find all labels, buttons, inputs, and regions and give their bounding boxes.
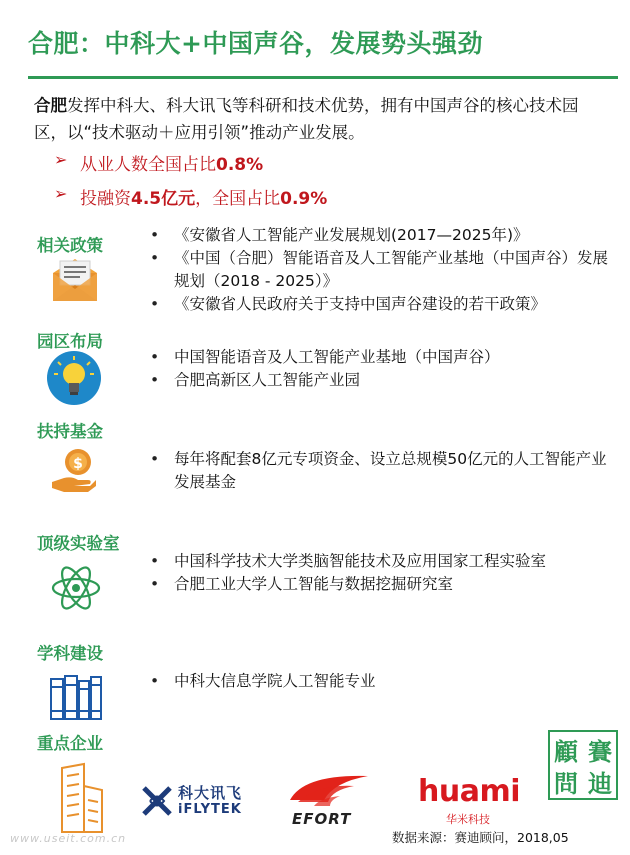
data-source: 数据来源：赛迪顾问，2018,05 xyxy=(392,830,569,845)
efort-logo xyxy=(284,770,374,830)
stat-investment-label: 投融资 xyxy=(80,189,131,209)
lightbulb-icon xyxy=(46,350,102,406)
efort-name: EFORT xyxy=(292,810,352,828)
park-list xyxy=(150,346,612,392)
section-title-lab: 顶级实验室 xyxy=(37,534,120,553)
arrow-bullet-icon: ➢ xyxy=(54,150,68,169)
svg-text:$: $ xyxy=(73,456,83,472)
section-title-discipline: 学科建设 xyxy=(37,644,103,663)
huami-en-name: huami xyxy=(418,774,521,809)
list-item: • 《中国（合肥）智能语音及人工智能产业基地（中国声谷）发展规划（2018 - 2025）》 xyxy=(150,247,612,293)
list-item: • 中国科学技术大学类脑智能技术及应用国家工程实验室 xyxy=(150,550,612,573)
stat-employment-label: 从业人数全国占比 xyxy=(80,155,216,175)
stat-employment xyxy=(54,150,264,175)
svg-text:賽: 賽 xyxy=(588,737,612,766)
svg-text:問: 問 xyxy=(554,769,578,798)
iflytek-en-name: iFLYTEK xyxy=(178,802,242,817)
iflytek-mark-icon xyxy=(140,784,174,818)
section-title-policy: 相关政策 xyxy=(37,236,103,255)
stat-investment xyxy=(54,184,328,209)
list-item: • 每年将配套8亿元专项资金、设立总规模50亿元的人工智能产业发展基金 xyxy=(150,448,612,494)
svg-text:迪: 迪 xyxy=(588,769,612,798)
stat-employment-value: 0.8% xyxy=(216,155,264,175)
iflytek-logo xyxy=(140,780,252,824)
list-item: • 合肥高新区人工智能产业园 xyxy=(150,369,612,392)
list-item: • 《安徽省人民政府关于支持中国声谷建设的若干政策》 xyxy=(150,293,612,316)
iflytek-cn-name: 科大讯飞 xyxy=(178,784,243,802)
intro-paragraph xyxy=(34,92,609,146)
fund-list xyxy=(150,448,612,494)
stat-investment-share: 0.9% xyxy=(280,189,328,209)
arrow-bullet-icon: ➢ xyxy=(54,184,68,203)
intro-text: 发挥中科大、科大讯飞等科研和技术优势，拥有中国声谷的核心技术园区，以“技术驱动＋应用引领”推动产业发展。 xyxy=(34,96,579,142)
atom-icon xyxy=(50,562,102,614)
svg-text:顧: 顧 xyxy=(554,737,578,766)
huami-cn-name: 华米科技 xyxy=(446,813,490,826)
list-item: • 《安徽省人工智能产业发展规划(2017—2025年)》 xyxy=(150,224,612,247)
huami-logo xyxy=(418,774,521,826)
ccid-seal-logo xyxy=(548,730,618,800)
page-title: 合肥：中科大+中国声谷，发展势头强劲 xyxy=(28,29,483,58)
watermark: www.useit.com.cn xyxy=(10,832,127,845)
discipline-list xyxy=(150,670,612,693)
section-title-fund: 扶持基金 xyxy=(37,422,103,441)
envelope-document-icon xyxy=(50,255,100,303)
list-item: • 合肥工业大学人工智能与数据挖掘研究室 xyxy=(150,573,612,596)
intro-bold: 合肥 xyxy=(34,96,67,115)
title-divider xyxy=(28,76,618,79)
section-title-park: 园区布局 xyxy=(37,332,103,351)
lab-list xyxy=(150,550,612,596)
books-icon xyxy=(48,673,104,723)
stat-investment-suffix: ，全国占比 xyxy=(195,189,281,209)
building-icon xyxy=(58,762,106,834)
list-item: • 中国智能语音及人工智能产业基地（中国声谷） xyxy=(150,346,612,369)
section-title-companies: 重点企业 xyxy=(37,734,103,753)
list-item: • 中科大信息学院人工智能专业 xyxy=(150,670,612,693)
stat-investment-value: 4.5亿元 xyxy=(131,189,196,209)
hand-coin-icon xyxy=(50,446,98,494)
policy-list xyxy=(150,224,612,316)
efort-wing-icon xyxy=(284,770,374,808)
